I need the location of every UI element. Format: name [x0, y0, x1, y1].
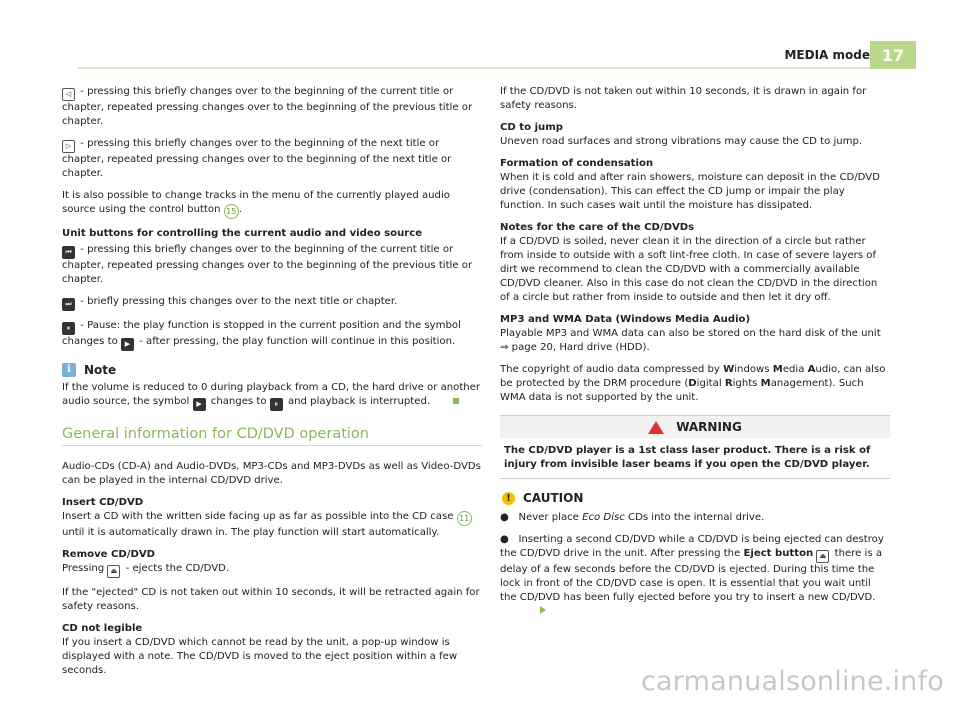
- eject-icon: ⏏: [816, 550, 829, 563]
- info-icon: i: [62, 363, 76, 377]
- play-icon: ▶: [193, 398, 206, 411]
- care-section: Notes for the care of the CD/DVDs If a CD/DVD is soiled, never clean it in the direction of a circle but rather from inside to outside with a soft lint-free cloth. In case of severe layers of dirt we recommend to clean the CD/DVD with a commercially available CD/DVD cleaner. Also in this case do not clean the CD/DVD in the direction of a circle but rather from inside to outside and then let it dry off.: [500, 222, 878, 303]
- copyright-paragraph: The copyright of audio data compressed by Windows Media Audio, can also be protected by the DRM procedure (Digital Rights Management). Such WMA data is not supported by the unit.: [500, 364, 886, 403]
- mp3-section: MP3 and WMA Data (Windows Media Audio) Playable MP3 and WMA data can also be stored on the hard disk of the unit ⇒ page 20, Hard drive (HDD).: [500, 314, 881, 353]
- unit-buttons-heading: Unit buttons for controlling the current audio and video source: [62, 228, 423, 239]
- pause-icon: ⏸: [62, 322, 75, 335]
- jump-section: CD to jump Uneven road surfaces and strong vibrations may cause the CD to jump.: [500, 122, 863, 147]
- remove-section: Remove CD/DVD Pressing ⏏ - ejects the CD/DVD.: [62, 548, 482, 578]
- continue-arrow-icon: [540, 606, 546, 614]
- paragraph-playable-media: Audio-CDs (CD-A) and Audio-DVDs, MP3-CDs and MP3-DVDs as well as Video-DVDs can be played in the internal CD/DVD drive.: [62, 461, 481, 486]
- caution-heading: ! CAUTION: [502, 491, 890, 505]
- paragraph-pause: ⏸ - Pause: the play function is stopped in the current position and the symbol changes to ▶ - after pressing, the play function will continue in this position.: [62, 319, 482, 351]
- not-legible-section: CD not legible If you insert a CD/DVD which cannot be read by the unit, a pop-up window is displayed with a note. The CD/DVD is moved to the eject position within a few seconds.: [62, 623, 458, 676]
- section-rule: [62, 445, 482, 446]
- skip-forward-icon: ⏭: [62, 298, 75, 311]
- pause-icon: ⏸: [270, 398, 283, 411]
- paragraph-skip-forward: ⏭ - briefly pressing this changes over to the next title or chapter.: [62, 295, 482, 311]
- page-number: 17: [870, 41, 916, 69]
- note-text: If the volume is reduced to 0 during playback from a CD, the hard drive or another audio source, the symbol ▶ changes to ⏸ and playback is interrupted.: [62, 381, 482, 411]
- prev-button-icon: ◁: [62, 88, 75, 101]
- next-button-icon: ▷: [62, 140, 75, 153]
- insert-section: Insert CD/DVD Insert a CD with the written side facing up as far as possible into the CD case 11 until it is automatically drawn in. The play function will start automatically.: [62, 496, 482, 540]
- paragraph-skip-back: ⏮ - pressing this briefly changes over to the beginning of the current title or chapter, repeated pressing changes over to the beginning of the previous title or chapter.: [62, 244, 473, 285]
- warning-triangle-icon: [648, 421, 664, 434]
- warning-text: The CD/DVD player is a 1st class laser product. There is a risk of injury from invisible laser beams if you open the CD/DVD player.: [500, 438, 890, 479]
- paragraph-retract: If the "ejected" CD is not taken out within 10 seconds, it will be retracted again for safety reasons.: [62, 587, 480, 612]
- paragraph-next-title: ▷ - pressing this briefly changes over to the beginning of the next title or chapter, repeated pressing changes over to the beginning of the next title or chapter.: [62, 138, 452, 179]
- note-heading: i Note: [62, 363, 482, 377]
- paragraph-control-button: It is also possible to change tracks in the menu of the currently played audio source using the control button 15 .: [62, 189, 482, 219]
- condensation-section: Formation of condensation When it is cold and after rain showers, moisture can deposit in the CD/DVD drive (condensation). This can effect the CD jump or impair the play function. In such cases wait until the moisture has dissipated.: [500, 158, 880, 211]
- warning-heading: WARNING: [500, 415, 890, 438]
- left-column: [62, 85, 482, 686]
- skip-back-icon: ⏮: [62, 246, 75, 259]
- paragraph-prev-title: ◁ - pressing this briefly changes over to the beginning of the current title or chapter, repeated pressing changes over to the beginning of the previous title or chapter.: [62, 86, 473, 127]
- section-title: General information for CD/DVD operation: [62, 426, 369, 442]
- end-of-section-icon: [453, 398, 459, 404]
- callout-number: 11: [457, 511, 472, 526]
- right-column: [500, 85, 890, 627]
- eject-icon: ⏏: [107, 565, 120, 578]
- header-rule: [78, 67, 892, 69]
- play-icon: ▶: [121, 338, 134, 351]
- watermark: carmanualsonline.info: [641, 666, 944, 697]
- caution-icon: !: [502, 492, 515, 505]
- page-reference-link[interactable]: ⇒ page 20, Hard drive (HDD).: [500, 342, 650, 353]
- caution-bullet: ● Never place Eco Disc CDs into the internal drive.: [500, 512, 765, 523]
- callout-number: 15: [224, 204, 239, 219]
- header-title: MEDIA mode: [784, 48, 870, 62]
- paragraph-drawn-in: If the CD/DVD is not taken out within 10 seconds, it is drawn in again for safety reasons.: [500, 86, 867, 111]
- caution-bullet: ● Inserting a second CD/DVD while a CD/DVD is being ejected can destroy the CD/DVD drive in the unit. After pressing the Eject button ⏏ there is a delay of a few seconds before the CD/DVD is ejected. During this time the lock in front of the CD/DVD case is open. It is essential that you wait until the CD/DVD has been fully ejected before you try to insert a new CD/DVD.: [500, 533, 890, 619]
